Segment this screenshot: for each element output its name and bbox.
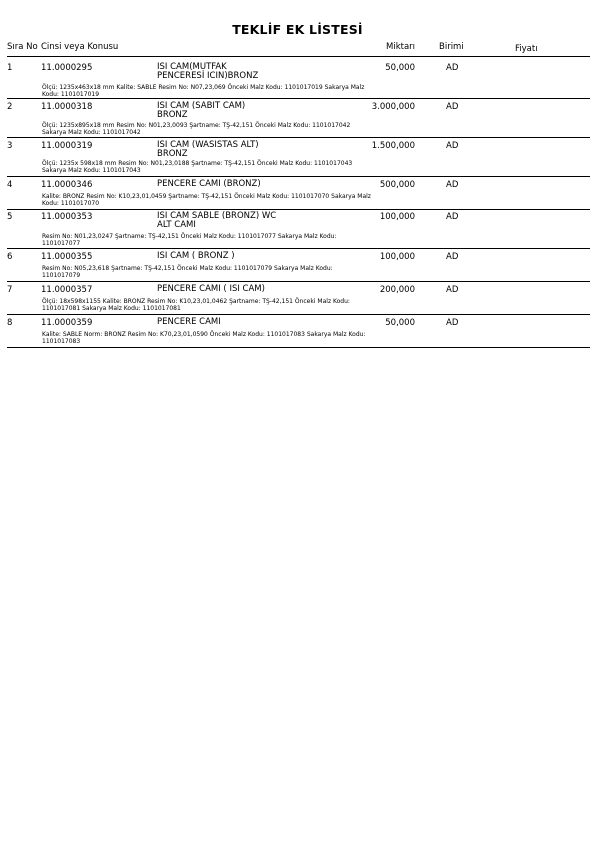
row-details: Ölçü: 18x598x1155 Kalite: BRONZ Resim No: K10,23,01,0462 Şartname: TŞ-42,151 Önceki Malz Kodu: 1101017081 Sakarya Malz Kodu: 1101017081 (42, 298, 350, 312)
row-sira: 5 (7, 212, 13, 222)
row-unit: AD (446, 141, 459, 151)
row-details: Kalite: BRONZ Resim No: K10,23,01,0459 Şartname: TŞ-42,151 Önceki Malz Kodu: 1101017070 Sakarya Malz Kodu: 1101017070 (42, 193, 371, 207)
row-unit: AD (446, 252, 459, 262)
row-code: 11.0000357 (41, 285, 93, 295)
header-sira: Sıra No (7, 42, 38, 52)
row-quantity: 1.500,000 (371, 141, 415, 151)
row-name: PENCERE CAMI (BRONZ) (157, 179, 261, 189)
row-divider (7, 281, 590, 282)
row-divider (7, 98, 590, 99)
row-quantity: 100,000 (379, 252, 415, 262)
row-sira: 8 (7, 318, 13, 328)
row-code: 11.0000319 (41, 141, 93, 151)
row-unit: AD (446, 180, 459, 190)
row-unit: AD (446, 63, 459, 73)
row-quantity: 100,000 (379, 212, 415, 222)
row-code: 11.0000359 (41, 318, 93, 328)
row-sira: 6 (7, 252, 13, 262)
header-fiyat: Fiyatı (515, 44, 538, 54)
row-name: PENCERE CAMI (157, 317, 221, 327)
row-details: Ölçü: 1235x 598x18 mm Resim No: N01,23,0188 Şartname: TŞ-42,151 Önceki Malz Kodu: 1101017043 Sakarya Malz Kodu: 1101017043 (42, 160, 353, 174)
row-code: 11.0000318 (41, 102, 93, 112)
row-divider (7, 314, 590, 315)
row-name: ISI CAM ( BRONZ ) (157, 251, 235, 261)
row-name: PENCERE CAMI ( ISI CAM) (157, 284, 265, 294)
row-name: ISI CAM(MUTFAK PENCERESİ ICIN)BRONZ (157, 62, 259, 81)
row-sira: 3 (7, 141, 13, 151)
row-divider (7, 176, 590, 177)
row-details: Resim No: N05,23,618 Şartname: TŞ-42,151 Önceki Malz Kodu: 1101017079 Sakarya Malz Kodu: 1101017079 (42, 265, 333, 279)
row-divider (7, 347, 590, 348)
row-details: Resim No: N01,23,0247 Şartname: TŞ-42,151 Önceki Malz Kodu: 1101017077 Sakarya Malz Kodu: 1101017077 (42, 233, 337, 247)
row-name: ISI CAM (WASISTAS ALT) BRONZ (157, 140, 259, 159)
row-name: ISI CAM SABLE (BRONZ) WC ALT CAMI (157, 211, 277, 230)
row-sira: 4 (7, 180, 13, 190)
row-sira: 7 (7, 285, 13, 295)
row-details: Kalite: SABLE Norm: BRONZ Resim No: K70,23,01,0590 Önceki Malz Kodu: 1101017083 Sakarya Malz Kodu: 1101017083 (42, 331, 366, 345)
row-divider (7, 209, 590, 210)
row-quantity: 50,000 (385, 63, 415, 73)
row-unit: AD (446, 212, 459, 222)
row-sira: 2 (7, 102, 13, 112)
row-details: Ölçü: 1235x463x18 mm Kalite: SABLE Resim No: N07,23,069 Önceki Malz Kodu: 1101017019 Sakarya Malz Kodu: 1101017019 (42, 84, 365, 98)
row-quantity: 50,000 (385, 318, 415, 328)
row-code: 11.0000353 (41, 212, 93, 222)
row-quantity: 500,000 (379, 180, 415, 190)
row-code: 11.0000355 (41, 252, 93, 262)
row-unit: AD (446, 318, 459, 328)
header-miktar: Miktarı (386, 42, 416, 52)
row-unit: AD (446, 285, 459, 295)
row-divider (7, 248, 590, 249)
row-quantity: 200,000 (379, 285, 415, 295)
header-cinsi: Cinsi veya Konusu (41, 42, 119, 52)
row-name: ISI CAM (SABIT CAM) BRONZ (157, 101, 246, 120)
row-code: 11.0000295 (41, 63, 93, 73)
header-divider (7, 56, 590, 57)
row-details: Ölçü: 1235x895x18 mm Resim No: N01,23,0093 Şartname: TŞ-42,151 Önceki Malz Kodu: 1101017042 Sakarya Malz Kodu: 1101017042 (42, 122, 351, 136)
row-unit: AD (446, 102, 459, 112)
row-quantity: 3.000,000 (371, 102, 415, 112)
document-title: TEKLİF EK LİSTESİ (232, 22, 363, 37)
row-divider (7, 137, 590, 138)
header-birim: Birimi (439, 42, 464, 52)
row-code: 11.0000346 (41, 180, 93, 190)
row-sira: 1 (7, 63, 13, 73)
